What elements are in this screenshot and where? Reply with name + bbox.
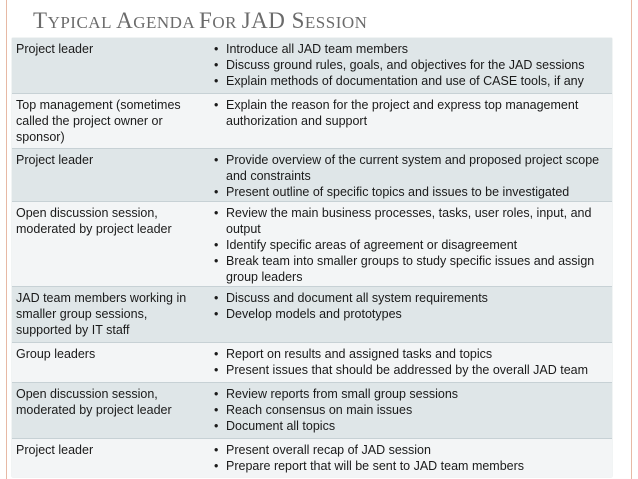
task-item: • Document all topics	[212, 418, 610, 434]
task-item: • Discuss ground rules, goals, and objectives for the JAD sessions	[212, 57, 610, 73]
row-tasks	[212, 97, 610, 129]
task-item: • Review reports from small group sessions	[212, 386, 610, 402]
title-part: F	[199, 8, 213, 33]
table-row	[12, 342, 612, 382]
task-item: • Present outline of specific topics and issues to be investigated	[212, 184, 610, 200]
task-item: • Explain methods of documentation and use of CASE tools, if any	[212, 73, 610, 89]
row-owner: Project leader	[16, 42, 94, 56]
task-item: • Provide overview of the current system and proposed project scope and constraints	[212, 152, 610, 184]
title-part: GENDA	[133, 13, 200, 32]
table-row	[12, 382, 612, 438]
row-tasks	[212, 41, 610, 89]
row-tasks	[212, 152, 610, 200]
task-item: • Report on results and assigned tasks and topics	[212, 346, 610, 362]
task-item: • Present issues that should be addressed by the overall JAD team	[212, 362, 610, 378]
task-item: • Reach consensus on main issues	[212, 402, 610, 418]
table-row	[12, 286, 612, 342]
title-part: A	[116, 8, 134, 33]
table-row	[12, 201, 612, 286]
task-item: • Break team into smaller groups to study specific issues and assign group leaders	[212, 253, 610, 285]
title-part: S	[291, 8, 305, 33]
table-row	[12, 38, 612, 93]
task-item: • Discuss and document all system requirements	[212, 290, 610, 306]
row-tasks	[212, 386, 610, 434]
agenda-table	[12, 38, 612, 477]
task-item: • Develop models and prototypes	[212, 306, 610, 322]
title-part: YPICAL	[47, 13, 117, 32]
row-tasks	[212, 442, 610, 474]
table-row	[12, 93, 612, 148]
slide-title	[33, 8, 367, 34]
row-tasks	[212, 346, 610, 378]
title-part: ESSION	[304, 13, 368, 32]
title-part: JAD	[241, 8, 292, 33]
row-owner: Top management (sometimes called the project owner or sponsor)	[16, 98, 181, 144]
row-owner: Open discussion session, moderated by project leader	[16, 206, 172, 236]
row-owner: JAD team members working in smaller group sessions, supported by IT staff	[16, 291, 187, 337]
task-item: • Explain the reason for the project and express top management authorization and support	[212, 97, 610, 129]
row-owner: Open discussion session, moderated by project leader	[16, 387, 172, 417]
task-item: • Identify specific areas of agreement or disagreement	[212, 237, 610, 253]
title-part: T	[33, 8, 48, 33]
task-item: • Present overall recap of JAD session	[212, 442, 610, 458]
row-owner: Project leader	[16, 153, 94, 167]
row-owner: Project leader	[16, 443, 94, 457]
table-row	[12, 438, 612, 477]
task-item: • Introduce all JAD team members	[212, 41, 610, 57]
title-part: OR	[212, 13, 242, 32]
table-row	[12, 148, 612, 201]
task-item: • Prepare report that will be sent to JAD team members	[212, 458, 610, 474]
row-tasks	[212, 205, 610, 285]
task-item: • Review the main business processes, tasks, user roles, input, and output	[212, 205, 610, 237]
row-tasks	[212, 290, 610, 322]
row-owner: Group leaders	[16, 347, 96, 361]
